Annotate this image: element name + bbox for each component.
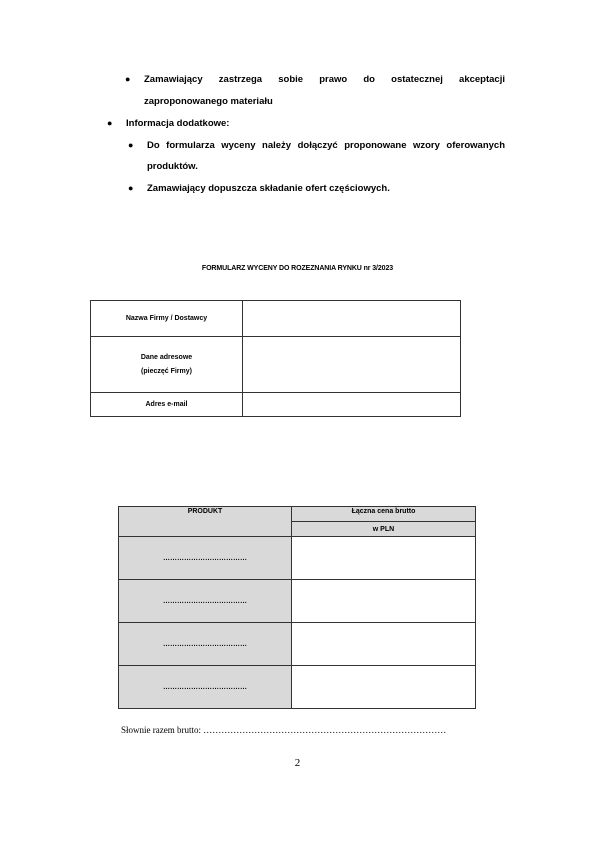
product-name-cell: ……………………………… — [119, 623, 292, 666]
table-row — [119, 580, 476, 623]
table-row — [119, 537, 476, 580]
product-name-cell: ……………………………… — [119, 666, 292, 709]
bullet-acceptance-cont — [144, 91, 505, 112]
bullet-samples-line1: Do formularza wyceny należy dołączyć proponowane wzory oferowanych — [147, 140, 505, 151]
bullet-partial-offers — [128, 178, 505, 199]
address-label-line2: (pieczęć Firmy) — [141, 367, 192, 375]
table-row — [119, 666, 476, 709]
info-heading — [107, 113, 506, 134]
price-cell[interactable] — [292, 580, 476, 623]
firm-name-label: Nazwa Firmy / Dostawcy — [91, 301, 243, 337]
table-header-row — [119, 507, 476, 522]
bullet-samples — [128, 135, 505, 156]
product-column-header: PRODUKT — [119, 507, 292, 537]
products-table — [118, 506, 476, 709]
table-row — [91, 393, 461, 417]
bullet-acceptance — [125, 69, 505, 90]
email-field[interactable] — [243, 393, 461, 417]
firm-info-table — [90, 300, 461, 417]
page-number: 2 — [294, 757, 301, 769]
price-column-header: Łączna cena brutto — [292, 507, 476, 522]
form-title: FORMULARZ WYCENY DO ROZEZNANIA RYNKU nr 3/2023 — [201, 265, 394, 272]
table-row — [91, 301, 461, 337]
product-name-cell: ……………………………… — [119, 580, 292, 623]
bullet-acceptance-line1: Zamawiający zastrzega sobie prawo do ostatecznej akceptacji — [144, 74, 505, 85]
address-label-line1: Dane adresowe — [140, 353, 193, 361]
bullet-dot-icon: ● — [128, 183, 134, 193]
price-cell[interactable] — [292, 666, 476, 709]
table-row — [119, 623, 476, 666]
product-name-cell: ……………………………… — [119, 537, 292, 580]
bullet-dot-icon: ● — [125, 74, 131, 84]
info-heading-text: Informacja dodatkowe: — [126, 118, 230, 129]
email-label: Adres e-mail — [91, 393, 243, 417]
price-currency-header: w PLN — [292, 522, 476, 537]
bullet-samples-cont — [147, 156, 505, 177]
price-cell[interactable] — [292, 623, 476, 666]
bullet-samples-line2: produktów. — [147, 161, 198, 172]
bullet-partial-offers-text: Zamawiający dopuszcza składanie ofert częściowych. — [147, 183, 390, 194]
price-cell[interactable] — [292, 537, 476, 580]
bullet-dot-icon: ● — [107, 118, 113, 128]
table-row — [91, 337, 461, 393]
address-field[interactable] — [243, 337, 461, 393]
total-in-words-line: Słownie razem brutto: ……………………………………………………………………… — [121, 725, 447, 735]
firm-name-field[interactable] — [243, 301, 461, 337]
address-label — [91, 337, 243, 393]
bullet-dot-icon: ● — [128, 140, 134, 150]
bullet-acceptance-line2: zaproponowanego materiału — [144, 96, 273, 107]
